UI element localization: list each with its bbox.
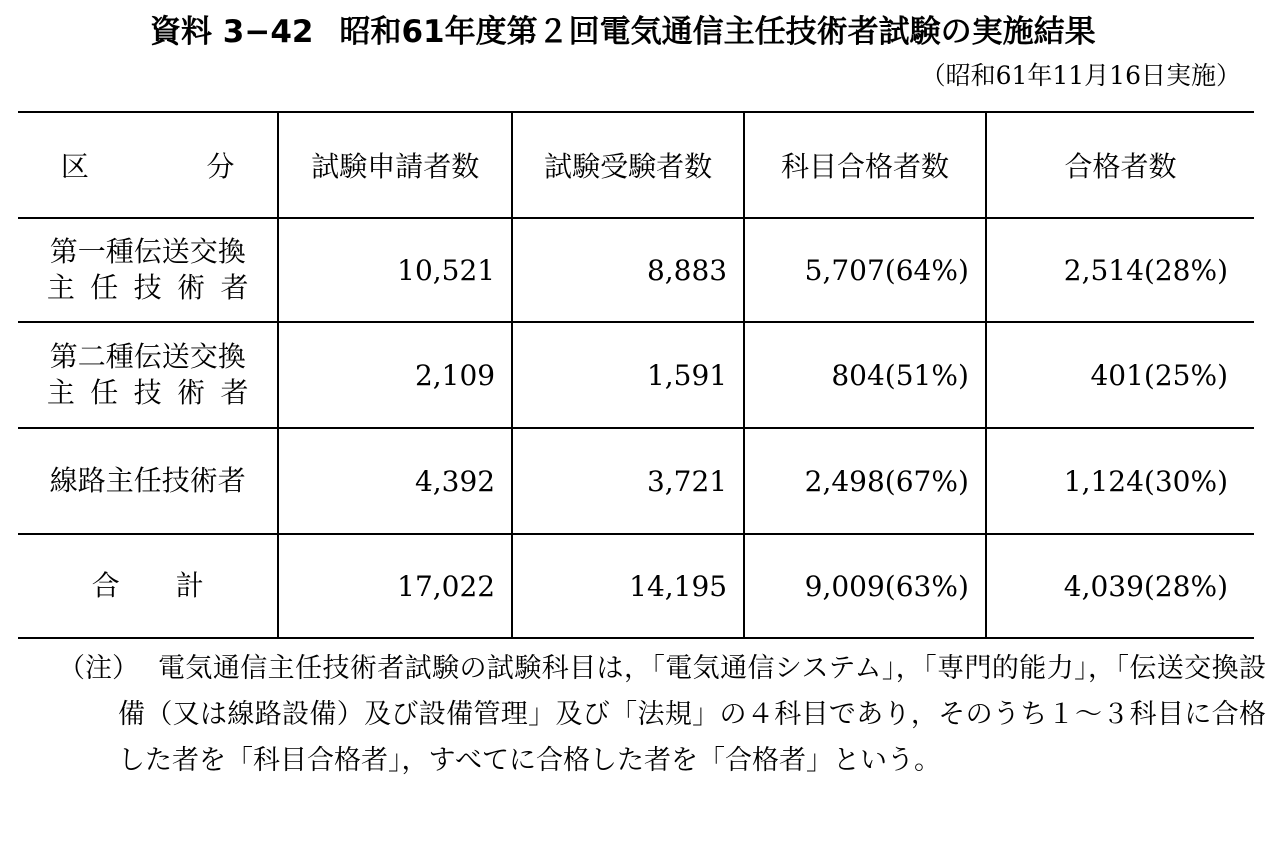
cell-subject-passers: 804(51%) — [744, 322, 986, 428]
cell-applicants: 4,392 — [278, 428, 512, 534]
header-category: 区 分 — [18, 112, 278, 218]
category-line1: 第一種伝送交換 — [49, 235, 246, 268]
row-category — [18, 428, 278, 534]
category-line2: 主任技術者 — [46, 271, 264, 304]
table-header-row — [18, 112, 1254, 218]
category-line1: 第二種伝送交換 — [49, 340, 246, 373]
footnote-label: （注） — [58, 653, 139, 684]
footnote-text: 電気通信主任技術者試験の試験科目は，「電気通信システム」，「専門的能力」，「伝送交換設備（又は線路設備）及び設備管理」及び「法規」の４科目であり，そのうち１〜３科目に合格した者を「科目合格者」，すべてに合格した者を「合格者」という。 — [118, 653, 1266, 776]
table-row — [18, 428, 1254, 534]
category-line1: 線路主任技術者 — [49, 464, 246, 497]
document-label: 資料 3−42 — [150, 14, 314, 50]
cell-passers: 1,124(30%) — [986, 428, 1254, 534]
cell-examinees: 8,883 — [512, 218, 744, 322]
header-applicants: 試験申請者数 — [278, 112, 512, 218]
table-row — [18, 322, 1254, 428]
cell-subject-passers: 2,498(67%) — [744, 428, 986, 534]
row-category — [18, 322, 278, 428]
cell-subject-passers: 5,707(64%) — [744, 218, 986, 322]
header-subject-passers: 科目合格者数 — [744, 112, 986, 218]
cell-examinees: 14,195 — [512, 534, 744, 638]
exam-results-table — [18, 111, 1254, 639]
category-line2: 主任技術者 — [46, 376, 264, 409]
cell-passers: 4,039(28%) — [986, 534, 1254, 638]
document-title-text: 昭和61年度第２回電気通信主任技術者試験の実施結果 — [339, 14, 1096, 50]
table-row-total — [18, 534, 1254, 638]
cell-applicants: 17,022 — [278, 534, 512, 638]
exam-date-note: （昭和61年11月16日実施） — [920, 61, 1241, 90]
row-category — [18, 218, 278, 322]
cell-applicants: 2,109 — [278, 322, 512, 428]
document-title — [150, 6, 1096, 51]
cell-subject-passers: 9,009(63%) — [744, 534, 986, 638]
cell-passers: 401(25%) — [986, 322, 1254, 428]
cell-examinees: 1,591 — [512, 322, 744, 428]
table-row — [18, 218, 1254, 322]
cell-applicants: 10,521 — [278, 218, 512, 322]
row-category — [18, 534, 278, 638]
header-passers: 合格者数 — [986, 112, 1254, 218]
cell-passers: 2,514(28%) — [986, 218, 1254, 322]
cell-examinees: 3,721 — [512, 428, 744, 534]
header-examinees: 試験受験者数 — [512, 112, 744, 218]
category-line1: 合 計 — [91, 569, 204, 602]
